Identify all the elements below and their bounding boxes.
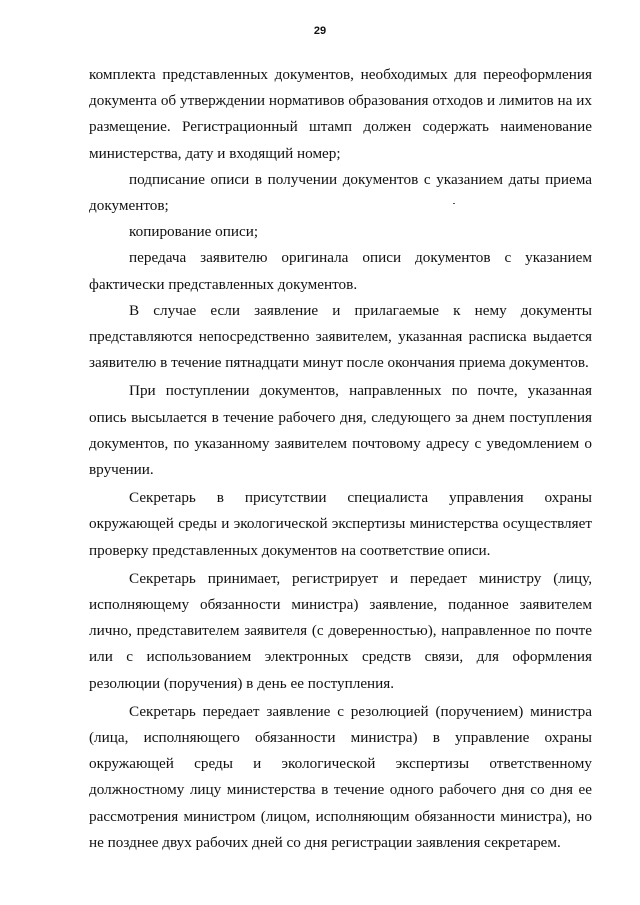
paragraph-copying-inventory: копирование описи; <box>129 223 259 241</box>
page-number: 29 <box>313 25 327 37</box>
paragraph-secretary-check: Секретарь в присутствии специалиста управления охраны окружающей среды и экологической экспертизы министерства осуществляет проверку представленных документов на соответствие описи. <box>89 489 592 559</box>
paragraph-signing-inventory: подписание описи в получении документов с указанием даты приема документов; <box>89 170 592 215</box>
paragraph-handover-original: передача заявителю оригинала описи документов с указанием фактически представленных документов. <box>89 249 592 293</box>
document-body <box>89 62 592 856</box>
paragraph-receipt-by-mail: При поступлении документов, направленных по почте, указанная опись высылается в течение рабочего дня, следующего за днем поступления документов, по указанному заявителем почтовому адресу с уведомлением о вручении. <box>89 382 592 479</box>
paragraph-secretary-registers: Секретарь принимает, регистрирует и передает министру (лицу, исполняющему обязанности министра) заявление, поданное заявителем лично, представителем заявителя (с доверенностью), направленное по почте или с использованием электронных средств связи, для оформления резолюции (поручения) в день ее поступления. <box>89 569 592 692</box>
paragraph-continuation: комплекта представленных документов, необходимых для переоформления документа об утверждении нормативов образования отходов и лимитов на их размещение. Регистрационный штамп должен содержать наименование министерства, дату и входящий номер; <box>89 66 592 162</box>
scan-speck <box>453 203 455 204</box>
paragraph-receipt-in-person: В случае если заявление и прилагаемые к нему документы представляются непосредственно заявителем, указанная расписка выдается заявителю в течение пятнадцати минут после окончания приема документов. <box>89 301 592 372</box>
paragraph-secretary-transfers: Секретарь передает заявление с резолюцией (поручением) министра (лица, исполняющего обязанности министра) в управление охраны окружающей среды и экологической экспертизы ответственному должностному лицу министерства в течение одного рабочего дня со дня ее рассмотрения министром (лицом, исполняющим обязанности министра), но не позднее двух рабочих дней со дня регистрации заявления секретарем. <box>89 702 592 851</box>
